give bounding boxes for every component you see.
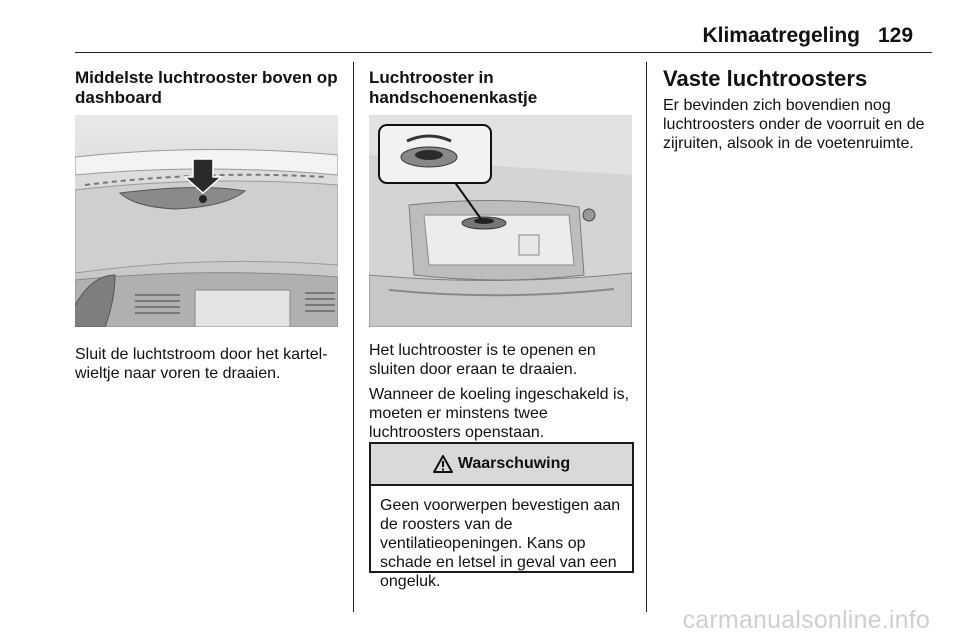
body-text: Sluit de luchtstroom door het kartel-wieltje naar voren te draaien.: [75, 346, 328, 382]
watermark: carmanualsonline.info: [682, 606, 930, 634]
section-heading: Middelste luchtrooster boven op dashboard: [75, 68, 338, 107]
section-heading: Luchtrooster in handschoenenkastje: [369, 68, 538, 107]
warning-header: [371, 444, 632, 486]
body-text-2: Wanneer de koeling ingeschakeld is, moeten er minstens twee luchtroosters openstaan.: [369, 386, 630, 441]
body-text-1: Het luchtrooster is te openen en sluiten door eraan te draaien.: [369, 342, 596, 378]
column-1-text: [75, 345, 343, 383]
glovebox-illustration: [369, 115, 632, 327]
column-2-text: [369, 341, 637, 442]
column-3: [663, 67, 933, 153]
column-1: [75, 68, 343, 108]
header-rule: [75, 52, 932, 53]
column-2: [369, 68, 637, 108]
section-heading: Vaste luchtroosters: [663, 66, 868, 91]
glovebox-vent-photo: [369, 115, 632, 327]
column-divider-left: [353, 62, 354, 612]
dashboard-illustration: [75, 115, 338, 327]
dashboard-center-vent-photo: [75, 115, 338, 327]
warning-text: Geen voorwerpen bevestigen aan de roosters van de ventilatieopeningen. Kans op schade en letsel in geval van een ongeluk.: [380, 497, 621, 590]
warning-box: [369, 442, 634, 590]
page-number: 129: [878, 24, 914, 47]
column-divider-right: [646, 62, 647, 612]
body-text: Er bevinden zich bovendien nog luchtroosters onder de voorruit en de zijruiten, alsook in de voetenruimte.: [663, 97, 925, 152]
page-header-title: Klimaatregeling: [702, 24, 860, 47]
warning-title: Waarschuwing: [457, 455, 571, 472]
warning-triangle-icon: [433, 455, 453, 473]
